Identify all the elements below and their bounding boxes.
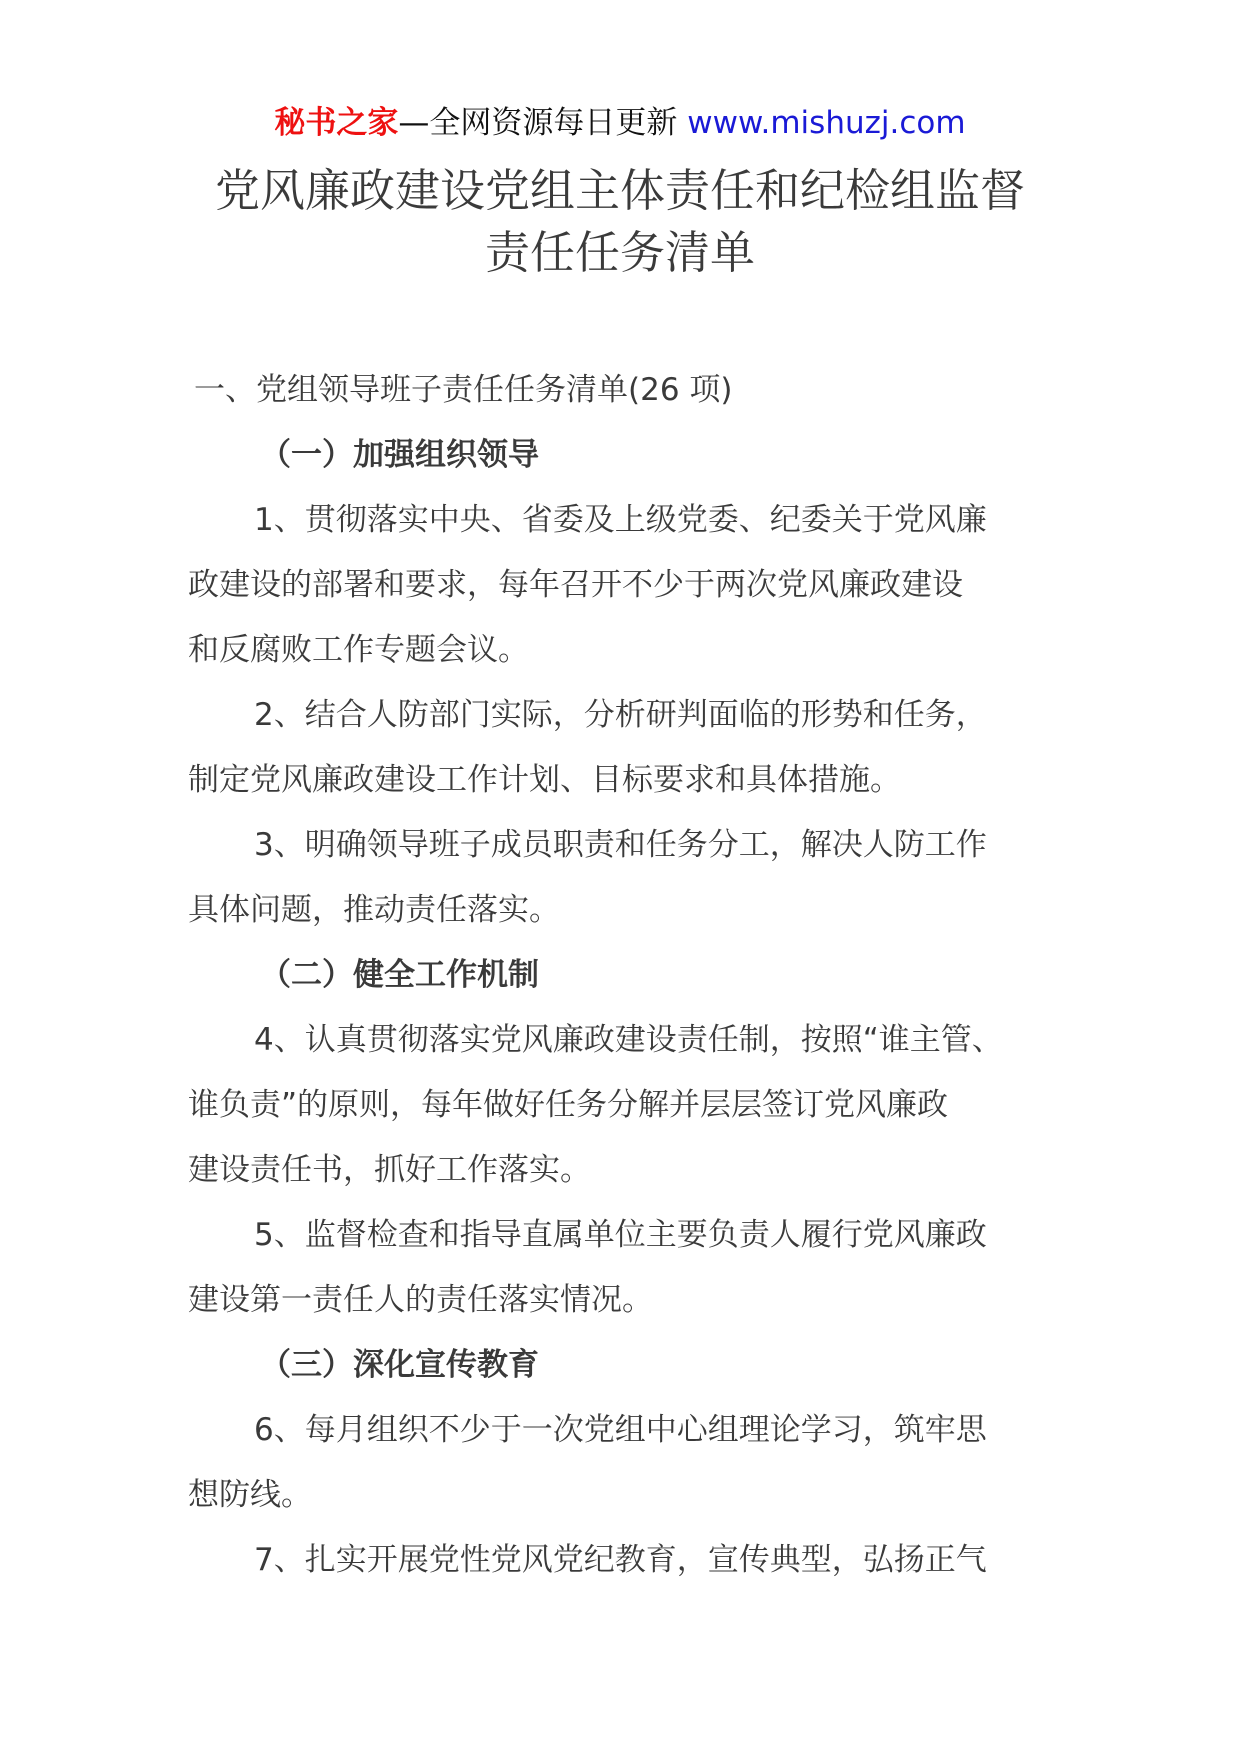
paragraph-line: 建设责任书，抓好工作落实。	[188, 1152, 591, 1188]
title-line-2: 责任任务清单	[484, 226, 755, 279]
paragraph-line: 4、认真贯彻落实党风廉政建设责任制，按照“谁主管、	[254, 1022, 1003, 1058]
paragraph-line: 7、扎实开展党性党风党纪教育，宣传典型，弘扬正气	[254, 1542, 987, 1578]
header-tagline: —全网资源每日更新	[398, 105, 678, 141]
paragraph-line: 想防线。	[188, 1477, 312, 1513]
paragraph-line: 和反腐败工作专题会议。	[188, 632, 529, 668]
paragraph-line: 5、监督检查和指导直属单位主要负责人履行党风廉政	[254, 1217, 987, 1253]
paragraph-line: 6、每月组织不少于一次党组中心组理论学习，筑牢思	[254, 1412, 987, 1448]
list-item	[188, 1528, 1088, 1593]
list-item	[188, 488, 1088, 683]
paragraph-line: 政建设的部署和要求，每年召开不少于两次党风廉政建设	[188, 567, 963, 603]
list-item	[188, 1008, 1088, 1203]
title-line-1: 党风廉政建设党组主体责任和纪检组监督	[214, 164, 1025, 217]
brand-name: 秘书之家	[274, 105, 399, 141]
subsection-heading: （三）深化宣传教育	[260, 1347, 539, 1383]
paragraph-line: 建设第一责任人的责任落实情况。	[188, 1282, 653, 1318]
subsection-heading: （一）加强组织领导	[260, 437, 539, 473]
list-item	[188, 1398, 1088, 1528]
paragraph-line: 谁负责”的原则，每年做好任务分解并层层签订党风廉政	[188, 1087, 949, 1123]
list-item	[188, 1203, 1088, 1333]
paragraph-line: 2、结合人防部门实际，分析研判面临的形势和任务，	[254, 697, 987, 733]
site-header	[0, 100, 1240, 146]
paragraph-line: 1、贯彻落实中央、省委及上级党委、纪委关于党风廉	[254, 502, 987, 538]
document-body	[188, 358, 1088, 1593]
document-title	[0, 160, 1240, 284]
subsection-heading: （二）健全工作机制	[260, 957, 539, 993]
site-url-link[interactable]: www.mishuzj.com	[687, 105, 966, 141]
paragraph-line: 制定党风廉政建设工作计划、目标要求和具体措施。	[188, 762, 901, 798]
list-item	[188, 683, 1088, 813]
paragraph-line: 3、明确领导班子成员职责和任务分工，解决人防工作	[254, 827, 987, 863]
section-heading: 一、党组领导班子责任任务清单(26 项)	[194, 372, 733, 408]
list-item	[188, 813, 1088, 943]
paragraph-line: 具体问题，推动责任落实。	[188, 892, 560, 928]
